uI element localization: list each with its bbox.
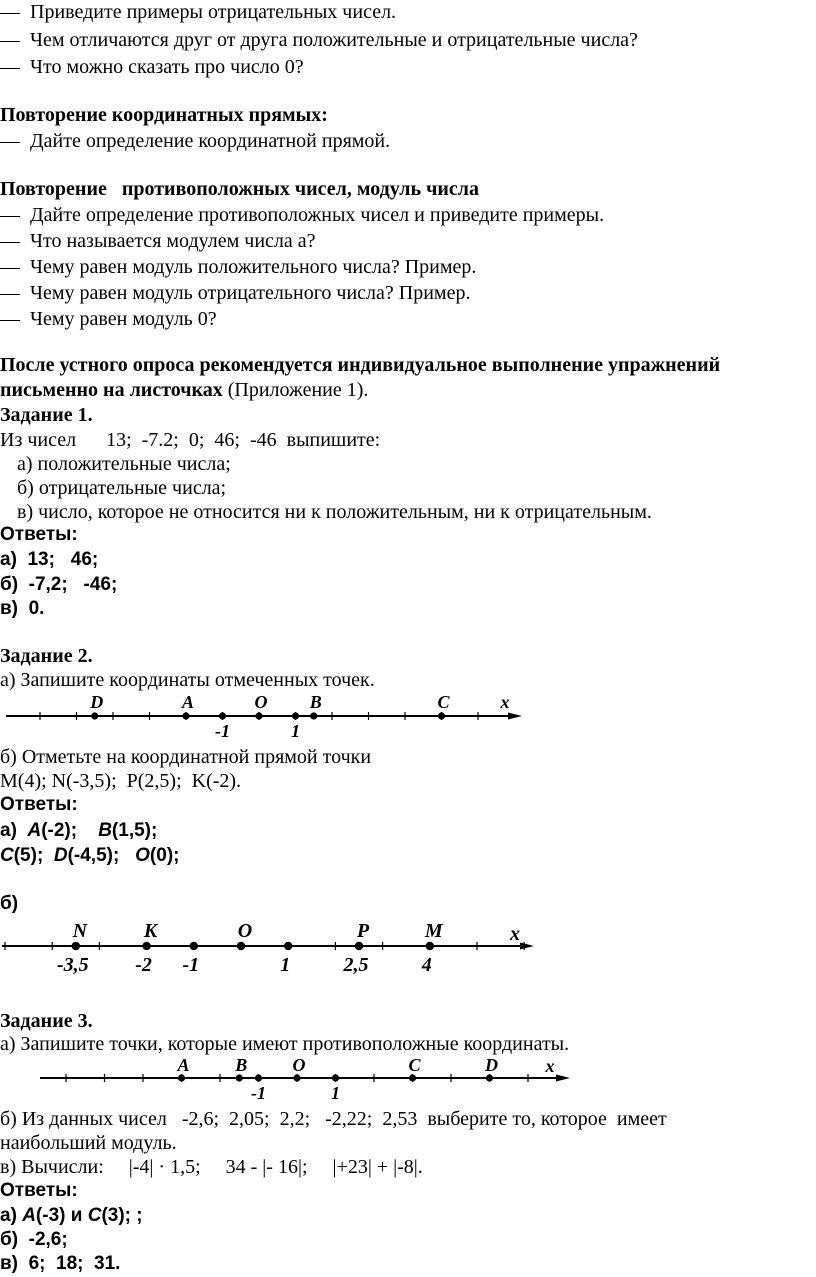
point-dot (409, 1074, 416, 1081)
recommendation-line-2 (0, 377, 368, 403)
task3-number-line (0, 1052, 816, 1104)
coordinate-label: 1 (291, 721, 300, 741)
point-name: C (0, 845, 14, 866)
task1-answer-a: а) 13; 46; (0, 549, 99, 570)
point-label: A (181, 692, 195, 712)
axis-arrow (508, 713, 522, 720)
task2-number-line-a (0, 690, 816, 744)
point-name: O (135, 845, 150, 866)
task3-item-b-line-2: наибольший модуль. (0, 1132, 177, 1154)
task2-answer-a-line-2 (0, 843, 179, 869)
task3-item-c: в) Вычисли: |-4| · 1,5; 34 - |- 16|; |+23| + |-8|. (0, 1156, 423, 1178)
coordinate-label: 1 (280, 954, 291, 976)
task2-item-a: а) Запишите координаты отмеченных точек. (0, 669, 375, 691)
point-name: B (98, 820, 112, 841)
point-dot (332, 1074, 339, 1081)
task2-answer-b-label: б) (0, 893, 19, 914)
point-label: O (237, 920, 253, 942)
point-label: A (177, 1055, 190, 1075)
recommendation-line-1: После устного опроса рекомендуется индивидуальное выполнение упражнений (0, 354, 721, 376)
point-dot (355, 942, 363, 950)
task1-answers-title: Ответы: (0, 524, 78, 545)
intro-question-2: — Чем отличаются друг от друга положительные и отрицательные числа? (0, 29, 638, 51)
point-coordinate: (3); ; (101, 1205, 143, 1226)
point-dot (182, 712, 189, 719)
axis-arrow (520, 943, 534, 950)
task1-text: Из чисел 13; -7.2; 0; 46; -46 выпишите: (0, 429, 381, 451)
point-dot (293, 1074, 300, 1081)
task2-number-line-b (0, 912, 816, 980)
point-name: C (87, 1205, 102, 1226)
point-dot (72, 942, 80, 950)
task2-title: Задание 2. (0, 645, 93, 667)
task1-item-b: б) отрицательные числа; (17, 477, 227, 499)
point-dot (284, 942, 292, 950)
task3-title: Задание 3. (0, 1010, 93, 1032)
axis-label: x (500, 692, 510, 712)
point-label: O (292, 1055, 306, 1075)
point-coordinate: (5); (13, 845, 54, 866)
point-label: M (424, 920, 443, 942)
coordinate-label: 2,5 (343, 954, 369, 976)
answer-prefix: а) (0, 1205, 23, 1226)
axis-label: x (545, 1056, 555, 1076)
answer-prefix: а) (0, 820, 28, 841)
opposite-review-question-4: — Чему равен модуль отрицательного числа? Пример. (0, 282, 471, 304)
point-dot (486, 1074, 493, 1081)
coordinate-label: 4 (421, 954, 432, 976)
task1-item-a: а) положительные числа; (17, 453, 231, 475)
coordinate-label: -1 (251, 1083, 266, 1103)
task1-answer-c: в) 0. (0, 598, 45, 619)
coord-review-heading: Повторение координатных прямых: (0, 104, 328, 126)
point-dot (142, 942, 150, 950)
point-label: K (143, 920, 158, 942)
task1-title: Задание 1. (0, 404, 93, 426)
point-dot (292, 712, 299, 719)
point-label: O (254, 692, 268, 712)
point-label: C (408, 1055, 421, 1075)
point-coordinate: (-2); (41, 820, 99, 841)
task3-item-b-line-1: б) Из данных чисел -2,6; 2,05; 2,2; -2,22; 2,53 выберите то, которое имеет (0, 1108, 667, 1130)
axis-arrow (556, 1075, 570, 1082)
task1-item-c: в) число, которое не относится ни к положительным, ни к отрицательным. (17, 501, 652, 523)
point-coordinate: (-3) и (35, 1205, 88, 1226)
point-dot (236, 1074, 243, 1081)
point-dot (426, 942, 434, 950)
point-dot (310, 712, 317, 719)
coordinate-label: -3,5 (56, 954, 89, 976)
axis-label: x (510, 923, 520, 945)
point-dot (255, 1074, 262, 1081)
intro-question-1: — Приведите примеры отрицательных чисел. (0, 1, 397, 23)
point-dot (190, 942, 198, 950)
coordinate-label: -1 (182, 954, 200, 976)
recommendation-normal-part: (Приложение 1). (222, 379, 369, 401)
task2-answers-title: Ответы: (0, 794, 78, 815)
point-name: A (22, 1205, 36, 1226)
point-dot (237, 942, 245, 950)
task3-answer-c: в) 6; 18; 31. (0, 1253, 121, 1274)
opposite-review-question-5: — Чему равен модуль 0? (0, 308, 217, 330)
point-label: D (485, 1055, 498, 1075)
point-coordinate: (-4,5); (67, 845, 136, 866)
point-label: D (90, 692, 104, 712)
recommendation-bold-part: письменно на листочках (0, 379, 223, 401)
point-dot (438, 712, 445, 719)
point-coordinate: (0); (149, 845, 180, 866)
opposite-review-question-1: — Дайте определение противоположных чисел и приведите примеры. (0, 204, 605, 226)
point-label: B (309, 692, 322, 712)
point-dot (178, 1074, 185, 1081)
task2-item-b-line-1: б) Отметьте на координатной прямой точки (0, 746, 372, 768)
point-label: B (235, 1055, 248, 1075)
coordinate-label: -2 (135, 954, 152, 976)
task1-answer-b: б) -7,2; -46; (0, 574, 118, 595)
point-label: P (356, 920, 370, 942)
point-name: D (53, 845, 68, 866)
point-label: N (72, 920, 88, 942)
point-dot (219, 712, 226, 719)
task3-item-a: а) Запишите точки, которые имеют противоположные координаты. (0, 1033, 570, 1055)
opposite-review-heading: Повторение противоположных чисел, модуль числа (0, 178, 479, 200)
opposite-review-question-3: — Чему равен модуль положительного числа? Пример. (0, 256, 477, 278)
intro-question-3: — Что можно сказать про число 0? (0, 56, 304, 78)
point-dot (91, 712, 98, 719)
point-dot (255, 712, 262, 719)
task3-answers-title: Ответы: (0, 1180, 78, 1201)
point-coordinate: (1,5); (111, 820, 158, 841)
coordinate-label: 1 (331, 1083, 340, 1103)
coordinate-label: -1 (215, 721, 230, 741)
task2-answer-a-line-1 (0, 818, 157, 844)
point-label: C (437, 692, 450, 712)
task2-item-b-line-2: M(4); N(-3,5); P(2,5); K(-2). (0, 770, 242, 792)
coord-review-question-1: — Дайте определение координатной прямой. (0, 130, 391, 152)
task3-answer-a (0, 1203, 143, 1229)
point-name: A (27, 820, 42, 841)
task3-answer-b: б) -2,6; (0, 1229, 68, 1250)
opposite-review-question-2: — Что называется модулем числа а? (0, 230, 316, 252)
